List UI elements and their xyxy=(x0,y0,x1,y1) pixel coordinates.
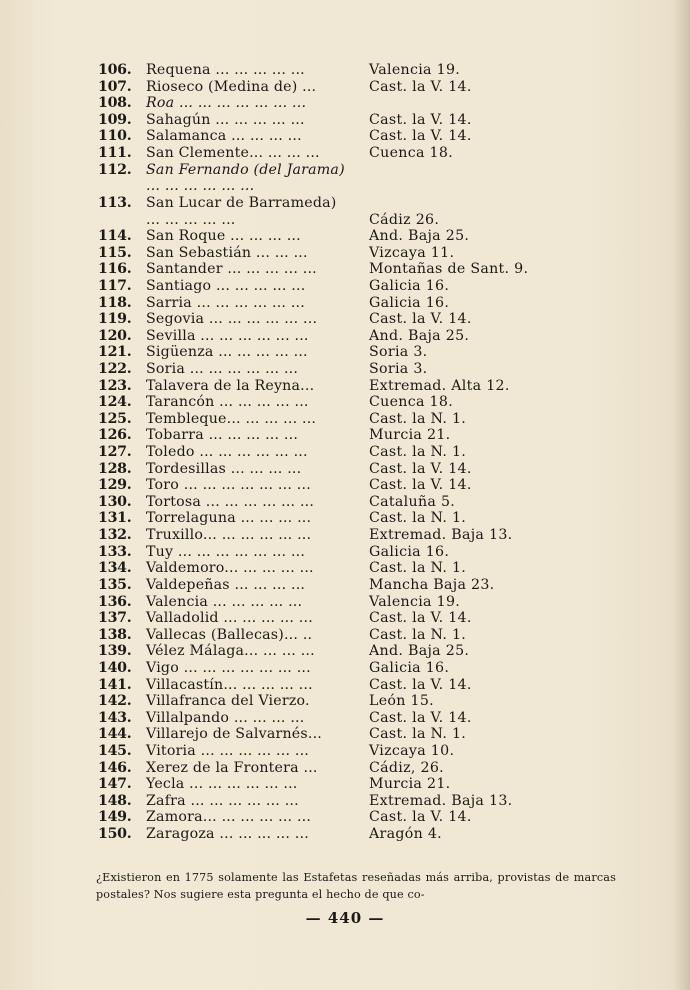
list-item xyxy=(0,95,690,112)
list-item xyxy=(0,162,690,195)
entry-place-name: Toledo ... ... ... ... ... ... xyxy=(146,444,308,461)
list-item xyxy=(0,427,690,444)
entry-region: Mancha Baja 23. xyxy=(369,576,495,593)
entry-number: 129. xyxy=(98,477,132,494)
entry-number: 149. xyxy=(98,809,132,826)
entry-number: 145. xyxy=(98,743,132,760)
list-item xyxy=(0,809,690,826)
entry-number: 125. xyxy=(98,410,132,427)
list-item xyxy=(0,361,690,378)
entry-region: And. Baja 25. xyxy=(369,643,470,660)
list-item xyxy=(0,494,690,511)
list-item xyxy=(0,594,690,611)
entry-number: 106. xyxy=(98,62,132,78)
entry-number: 148. xyxy=(98,792,132,809)
entry-region: Soria 3. xyxy=(369,344,428,361)
entry-place-name: Salamanca ... ... ... ... xyxy=(146,128,302,145)
entry-number: 123. xyxy=(98,377,132,394)
list-item xyxy=(0,278,690,295)
entry-place-name: Villafranca del Vierzo. xyxy=(146,693,310,710)
entry-place-name: Vélez Málaga... ... ... ... xyxy=(146,643,315,660)
list-item xyxy=(0,527,690,544)
entry-place-name: Roa ... ... ... ... ... ... ... xyxy=(146,95,307,112)
entry-number: 112. xyxy=(98,161,132,178)
entry-number: 108. xyxy=(98,95,132,112)
list-item xyxy=(0,793,690,810)
list-item xyxy=(0,510,690,527)
entry-number: 131. xyxy=(98,510,132,527)
entry-region: Vizcaya 10. xyxy=(369,743,455,760)
entry-number: 144. xyxy=(98,726,132,743)
entry-number: 141. xyxy=(98,676,132,693)
list-item xyxy=(0,195,690,228)
entry-region: Galicia 16. xyxy=(369,294,450,311)
entry-number: 110. xyxy=(98,128,132,145)
entry-region: Cast. la V. 14. xyxy=(369,128,472,145)
entry-number: 117. xyxy=(98,277,132,294)
list-item xyxy=(0,295,690,312)
list-item xyxy=(0,743,690,760)
list-item xyxy=(0,311,690,328)
entry-place-name: Valdepeñas ... ... ... ... xyxy=(146,576,306,593)
entry-number: 122. xyxy=(98,361,132,377)
entry-region: Cast. la V. 14. xyxy=(369,477,472,494)
entry-number: 134. xyxy=(98,560,132,577)
entry-region: Cuenca 18. xyxy=(369,394,454,411)
entry-number: 113. xyxy=(98,194,132,211)
entry-place-name: San Clemente... ... ... ... xyxy=(146,145,320,162)
list-item xyxy=(0,627,690,644)
list-item xyxy=(0,776,690,793)
list-item xyxy=(0,760,690,777)
entry-place-name: Sigüenza ... ... ... ... ... xyxy=(146,344,308,361)
entry-place-name: Santiago ... ... ... ... ... xyxy=(146,277,306,294)
entry-number: 107. xyxy=(98,78,132,95)
list-item xyxy=(0,245,690,262)
entry-place-name: Xerez de la Frontera ... xyxy=(146,759,318,776)
entry-place-name: Sarria ... ... ... ... ... ... xyxy=(146,294,305,311)
list-item xyxy=(0,344,690,361)
entry-region: Cast. la V. 14. xyxy=(369,111,472,128)
entry-place-name: Sahagún ... ... ... ... ... xyxy=(146,111,305,128)
entry-place-name: San Roque ... ... ... ... xyxy=(146,228,301,245)
entry-place-name: Soria ... ... ... ... ... ... xyxy=(146,361,299,377)
entry-region: Galicia 16. xyxy=(369,659,450,676)
entry-region: Extremad. Alta 12. xyxy=(369,377,510,394)
entry-number: 109. xyxy=(98,111,132,128)
entry-region: Aragón 4. xyxy=(369,826,442,843)
list-item xyxy=(0,444,690,461)
list-item xyxy=(0,411,690,428)
entry-region: Extremad. Baja 13. xyxy=(369,792,513,809)
entry-region: Valencia 19. xyxy=(369,62,461,78)
entry-number: 126. xyxy=(98,427,132,444)
entry-number: 139. xyxy=(98,643,132,660)
entry-region: And. Baja 25. xyxy=(369,228,470,245)
entry-region: Cast. la N. 1. xyxy=(369,444,467,461)
entry-number: 147. xyxy=(98,776,132,793)
entry-number: 115. xyxy=(98,244,132,261)
entry-region: Cast. la V. 14. xyxy=(369,78,472,95)
entry-region: Cast. la N. 1. xyxy=(369,510,467,527)
entry-number: 124. xyxy=(98,394,132,411)
page-number: — 440 — xyxy=(305,909,385,927)
entry-region: Cast. la N. 1. xyxy=(369,626,467,643)
list-item xyxy=(0,726,690,743)
entry-number: 114. xyxy=(98,228,132,245)
entry-place-name: Zamora... ... ... ... ... ... xyxy=(146,809,312,826)
entry-region: Cast. la N. 1. xyxy=(369,560,467,577)
entry-place-name: Toro ... ... ... ... ... ... ... xyxy=(146,477,311,494)
entry-place-name: San Fernando (del Jarama) ... ... ... ... ... ... xyxy=(146,161,345,195)
entry-place-name: Truxillo... ... ... ... ... ... xyxy=(146,527,312,544)
entry-place-name: Tuy ... ... ... ... ... ... ... xyxy=(146,543,306,560)
entry-place-name: Zafra ... ... ... ... ... ... xyxy=(146,792,299,809)
list-item xyxy=(0,62,690,79)
entry-place-name: Valencia ... ... ... ... ... xyxy=(146,593,303,610)
list-item xyxy=(0,79,690,96)
entry-number: 138. xyxy=(98,626,132,643)
entry-place-name: Villarejo de Salvarnés... xyxy=(146,726,322,743)
list-item xyxy=(0,643,690,660)
entry-place-name: Tarancón ... ... ... ... ... xyxy=(146,394,309,411)
entry-region: Murcia 21. xyxy=(369,427,451,444)
list-item xyxy=(0,693,690,710)
entry-region: Valencia 19. xyxy=(369,593,461,610)
list-item xyxy=(0,145,690,162)
entry-place-name: Tobarra ... ... ... ... ... xyxy=(146,427,299,444)
entry-place-name: Rioseco (Medina de) ... xyxy=(146,78,317,95)
entry-number: 111. xyxy=(98,145,132,162)
list-item xyxy=(0,826,690,843)
entry-number: 137. xyxy=(98,610,132,627)
entry-region: Cast. la V. 14. xyxy=(369,809,472,826)
entry-place-name: Yecla ... ... ... ... ... ... xyxy=(146,776,298,793)
entry-region: Soria 3. xyxy=(369,361,428,377)
entry-region: Cast. la V. 14. xyxy=(369,709,472,726)
entry-region: Murcia 21. xyxy=(369,776,451,793)
entry-region: Cádiz 26. xyxy=(369,211,440,228)
post-office-list xyxy=(0,62,690,843)
entry-number: 116. xyxy=(98,261,132,278)
entry-number: 143. xyxy=(98,709,132,726)
list-item xyxy=(0,378,690,395)
entry-region: Vizcaya 11. xyxy=(369,244,455,261)
list-item xyxy=(0,128,690,145)
list-item xyxy=(0,560,690,577)
entry-number: 146. xyxy=(98,759,132,776)
entry-region: Cast. la V. 14. xyxy=(369,311,472,328)
entry-place-name: San Sebastián ... ... ... xyxy=(146,244,308,261)
entry-number: 133. xyxy=(98,543,132,560)
entry-region: Cataluña 5. xyxy=(369,493,456,510)
entry-place-name: Tortosa ... ... ... ... ... ... xyxy=(146,493,315,510)
entry-place-name: Vigo ... ... ... ... ... ... ... xyxy=(146,659,311,676)
list-item xyxy=(0,710,690,727)
footnote-text: ¿Existieron en 1775 solamente las Estafetas reseñadas más arriba, provistas de marcas postales? Nos sugiere esta pregunta el hecho de que co- xyxy=(96,871,616,901)
list-item xyxy=(0,577,690,594)
entry-place-name: Sevilla ... ... ... ... ... ... xyxy=(146,327,309,344)
entry-number: 142. xyxy=(98,693,132,710)
list-item xyxy=(0,544,690,561)
entry-region: Cast. la V. 14. xyxy=(369,610,472,627)
entry-place-name: Vitoria ... ... ... ... ... ... xyxy=(146,743,309,760)
list-item xyxy=(0,228,690,245)
entry-place-name: San Lucar de Barrameda) ... ... ... ... ... xyxy=(146,194,337,228)
entry-number: 136. xyxy=(98,593,132,610)
entry-region: Montañas de Sant. 9. xyxy=(369,261,529,278)
list-item xyxy=(0,610,690,627)
entry-place-name: Santander ... ... ... ... ... xyxy=(146,261,317,278)
list-item xyxy=(0,112,690,129)
entry-region: Cuenca 18. xyxy=(369,145,454,162)
entry-region: Galicia 16. xyxy=(369,543,450,560)
entry-place-name: Villacastín... ... ... ... ... xyxy=(146,676,313,693)
list-item xyxy=(0,394,690,411)
list-item xyxy=(0,477,690,494)
entry-number: 118. xyxy=(98,294,132,311)
entry-number: 121. xyxy=(98,344,132,361)
entry-region: Cast. la V. 14. xyxy=(369,676,472,693)
entry-region: Cádiz, 26. xyxy=(369,759,444,776)
list-item xyxy=(0,461,690,478)
entry-number: 120. xyxy=(98,327,132,344)
entry-place-name: Requena ... ... ... ... ... xyxy=(146,62,305,78)
entry-region: León 15. xyxy=(369,693,434,710)
entry-place-name: Tembleque... ... ... ... ... xyxy=(146,410,317,427)
entry-place-name: Vallecas (Ballecas)... .. xyxy=(146,626,313,643)
entry-region: Cast. la N. 1. xyxy=(369,410,467,427)
entry-number: 135. xyxy=(98,576,132,593)
entry-region: Cast. la V. 14. xyxy=(369,460,472,477)
entry-number: 132. xyxy=(98,527,132,544)
entry-region: Cast. la N. 1. xyxy=(369,726,467,743)
entry-number: 130. xyxy=(98,493,132,510)
entry-place-name: Segovia ... ... ... ... ... ... xyxy=(146,311,318,328)
list-item xyxy=(0,677,690,694)
entry-place-name: Valladolid ... ... ... ... ... xyxy=(146,610,313,627)
entry-number: 119. xyxy=(98,311,132,328)
entry-place-name: Talavera de la Reyna... xyxy=(146,377,315,394)
entry-number: 128. xyxy=(98,460,132,477)
entry-number: 150. xyxy=(98,826,132,843)
entry-place-name: Valdemoro... ... ... ... ... xyxy=(146,560,314,577)
list-item xyxy=(0,660,690,677)
entry-region: And. Baja 25. xyxy=(369,327,470,344)
entry-place-name: Torrelaguna ... ... ... ... xyxy=(146,510,312,527)
list-item xyxy=(0,261,690,278)
entry-number: 127. xyxy=(98,444,132,461)
entry-region: Extremad. Baja 13. xyxy=(369,527,513,544)
entry-region: Galicia 16. xyxy=(369,277,450,294)
entry-place-name: Villalpando ... ... ... ... xyxy=(146,709,305,726)
entry-place-name: Zaragoza ... ... ... ... ... xyxy=(146,826,309,843)
entry-number: 140. xyxy=(98,659,132,676)
list-item xyxy=(0,328,690,345)
entry-place-name: Tordesillas ... ... ... ... xyxy=(146,460,302,477)
